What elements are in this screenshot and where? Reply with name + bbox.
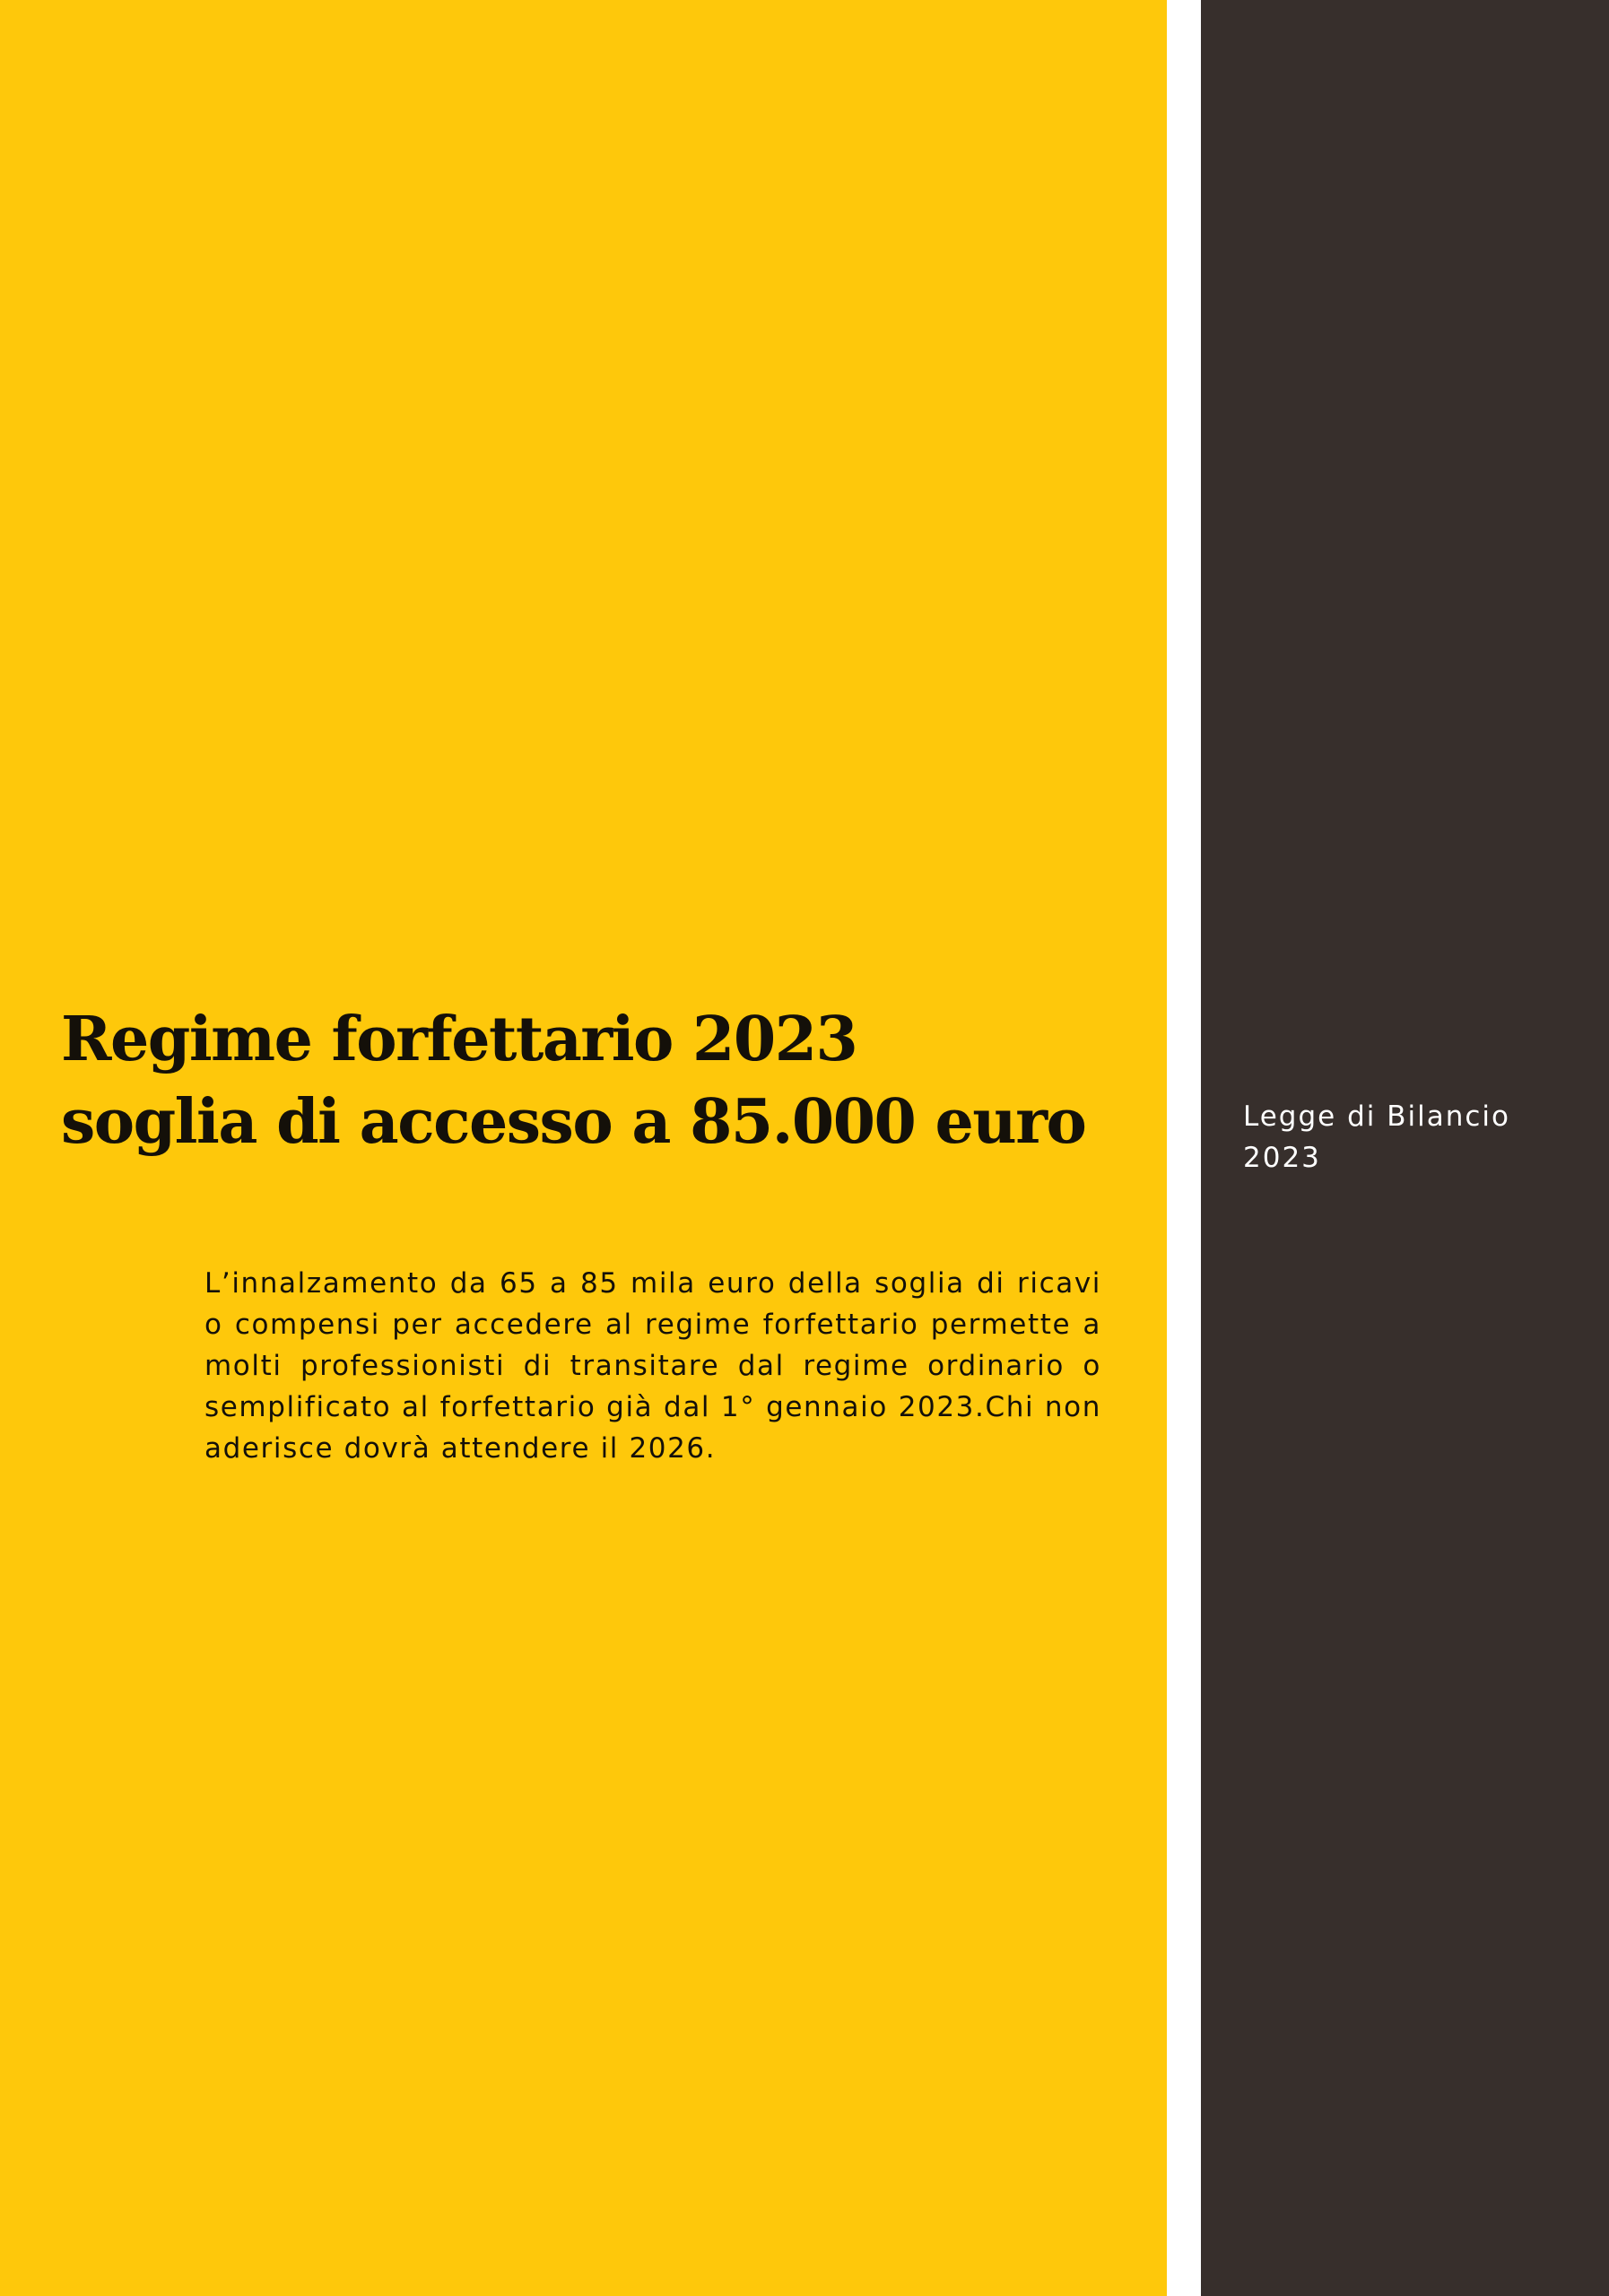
document-abstract: L’innalzamento da 65 a 85 mila euro della soglia di ricavi o compensi per accedere al regime forfettario permette a molti professionisti di transitare dal regime ordinario o semplificato al forfettario già dal 1° gennaio 2023.Chi non aderisce dovrà attendere il 2026. xyxy=(204,1267,1101,1465)
document-title-line-1: Regime forfettario 2023 xyxy=(61,1004,857,1075)
sidebar-label: Legge di Bilancio 2023 xyxy=(1243,1100,1510,1174)
document-title-line-2: soglia di accesso a 85.000 euro xyxy=(61,1086,1086,1158)
document-title xyxy=(61,998,1137,1163)
